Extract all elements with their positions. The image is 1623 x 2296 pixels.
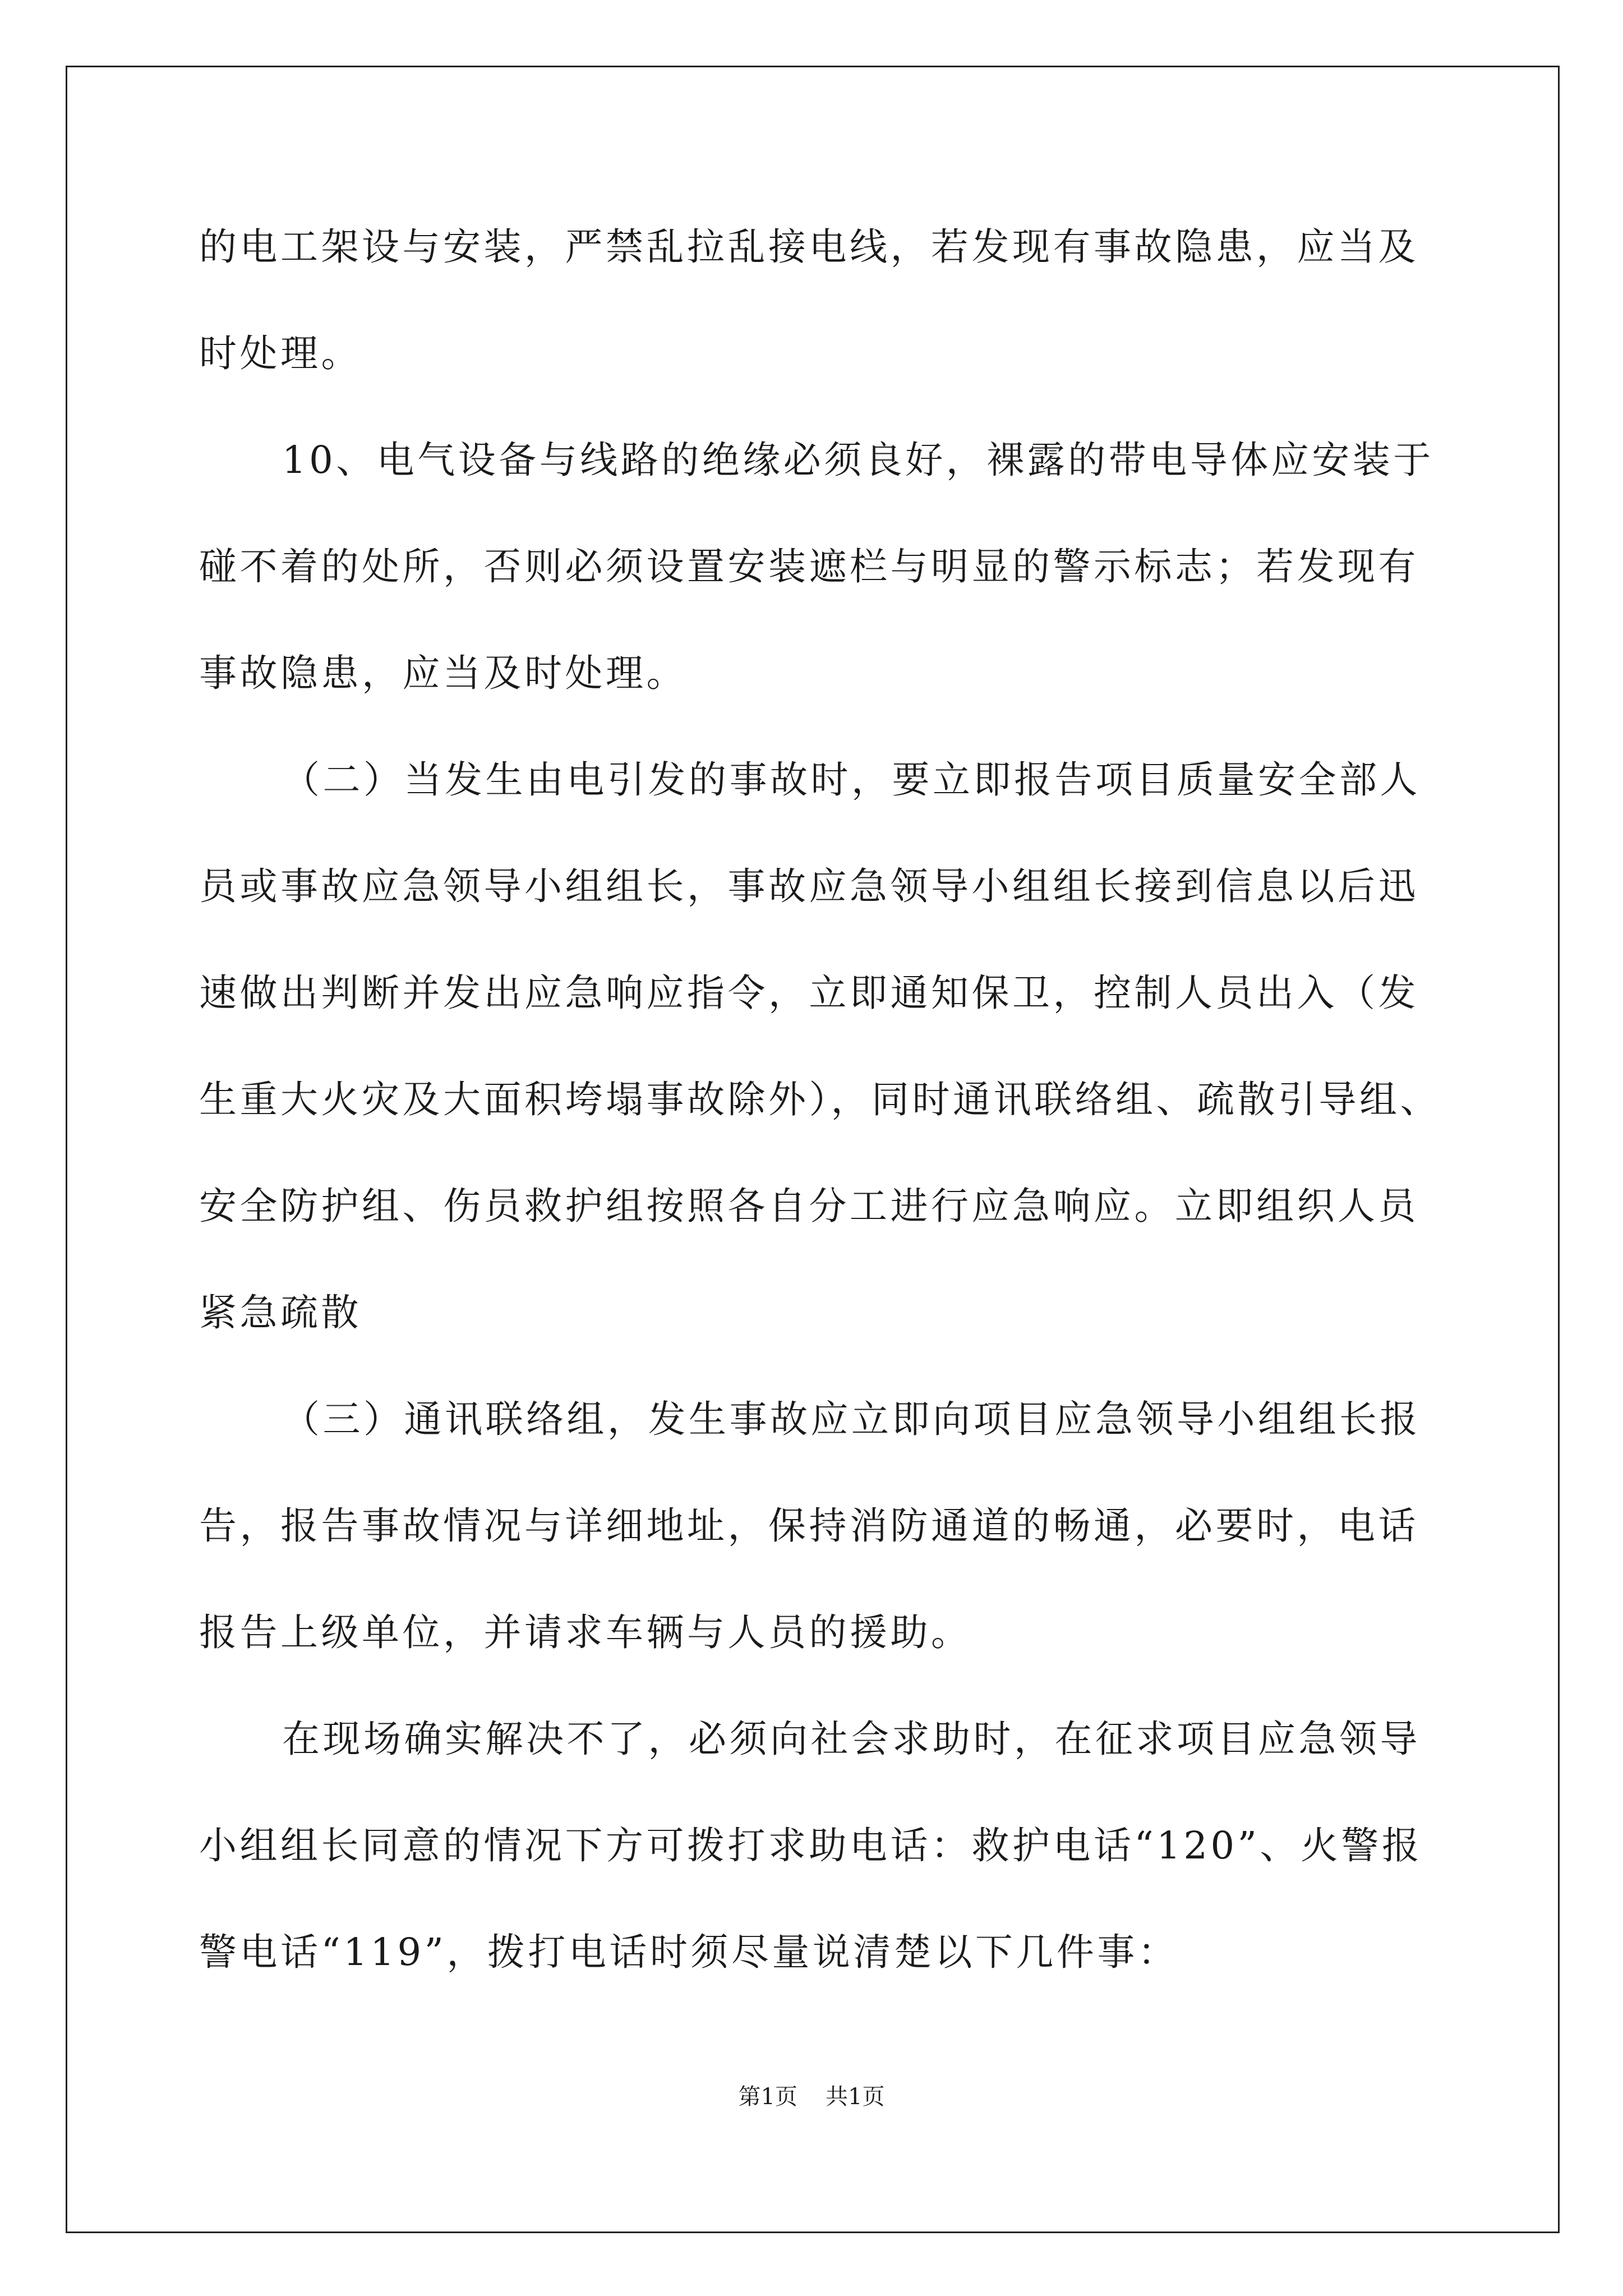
page-number: 第1页 [738, 2084, 797, 2110]
page-border [66, 66, 1560, 2233]
page-footer [0, 2080, 1623, 2114]
text-line: 的电工架设与安装，严禁乱拉乱接电线，若发现有事故隐患，应当及 [199, 225, 1419, 269]
text-line: （二）当发生由电引发的事故时，要立即报告项目质量安全部人 [282, 758, 1421, 802]
text-line: 生重大火灾及大面积垮塌事故除外），同时通讯联络组、疏散引导组、 [199, 1078, 1441, 1121]
text-line: 10、电气设备与线路的绝缘必须良好，裸露的带电导体应安装于 [282, 438, 1434, 482]
text-line: 警电话“119”，拨打电话时须尽量说清楚以下几件事： [199, 1930, 1179, 1974]
text-line: 事故隐患，应当及时处理。 [199, 651, 687, 695]
text-line: 时处理。 [199, 332, 362, 375]
text-line: 报告上级单位，并请求车辆与人员的援助。 [199, 1611, 972, 1654]
text-line: 小组组长同意的情况下方可拨打求助电话：救护电话“120”、火警报 [199, 1824, 1423, 1867]
text-line: 员或事故应急领导小组组长，事故应急领导小组组长接到信息以后迅 [199, 864, 1419, 908]
text-line: 速做出判断并发出应急响应指令，立即通知保卫，控制人员出入（发 [199, 971, 1419, 1015]
text-line: 紧急疏散 [199, 1291, 362, 1335]
text-line: 告，报告事故情况与详细地址，保持消防通道的畅通，必要时，电话 [199, 1504, 1419, 1548]
text-line: 碰不着的处所，否则必须设置安装遮栏与明显的警示标志；若发现有 [199, 545, 1419, 588]
text-line: （三）通讯联络组，发生事故应立即向项目应急领导小组组长报 [282, 1397, 1421, 1441]
text-line: 安全防护组、伤员救护组按照各自分工进行应急响应。立即组织人员 [199, 1184, 1419, 1228]
page-total: 共1页 [826, 2084, 885, 2110]
text-line: 在现场确实解决不了，必须向社会求助时，在征求项目应急领导 [282, 1717, 1421, 1761]
